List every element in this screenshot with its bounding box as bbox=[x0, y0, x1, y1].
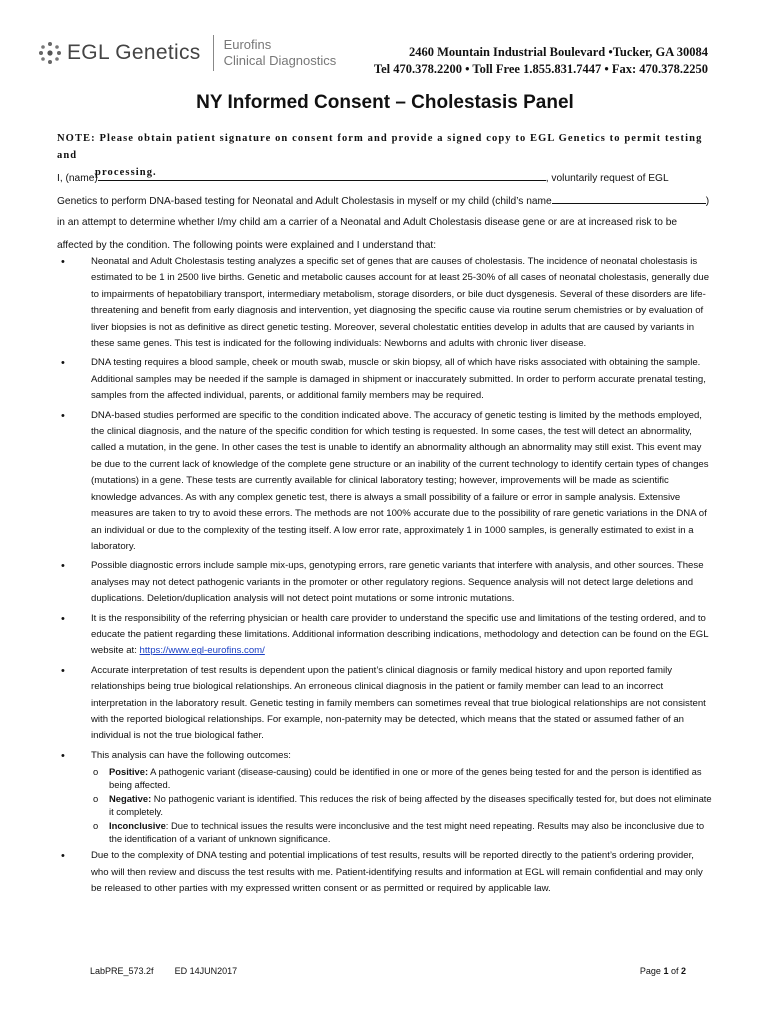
note-line-2: processing. bbox=[95, 167, 157, 178]
outcome-term: Positive: bbox=[109, 766, 149, 778]
outcome-text: : Due to technical issues the results were inconclusive and the test might need repeating. Results may also be inconclusive due to the identification of a variant of unknown significance. bbox=[109, 820, 705, 845]
list-item bbox=[57, 558, 712, 607]
partner-logo-text bbox=[224, 37, 337, 69]
bullet-icon: • bbox=[61, 560, 65, 573]
contact-block bbox=[374, 44, 708, 78]
list-item bbox=[57, 663, 712, 745]
consent-line-3: in an attempt to determine whether I/my child am a carrier of a Neonatal and Adult Cholestasis disease gene or are at increased risk to be bbox=[57, 217, 678, 228]
form-id: LabPRE_573.2f bbox=[90, 966, 154, 976]
list-item-text: Due to the complexity of DNA testing and potential implications of test results, results will be reported directly to the patient’s ordering provider, who will then review and discuss the test results with me. Patient-identifying results and information at EGL will remain confidential and may only be released to other parties with my expressed written consent or as permitted or required by applicable law. bbox=[91, 850, 703, 894]
consent-line-2-suffix: ) bbox=[705, 196, 710, 207]
explanation-list bbox=[57, 254, 712, 900]
page-number bbox=[640, 966, 686, 976]
page-current: 1 bbox=[663, 966, 669, 976]
address-line: 2460 Mountain Industrial Boulevard •Tucker, GA 30084 bbox=[409, 45, 708, 59]
outcome-term: Negative: bbox=[109, 793, 152, 805]
bullet-icon: • bbox=[61, 664, 65, 677]
list-item-text: Neonatal and Adult Cholestasis testing analyzes a specific set of genes that are causes of cholestasis. The incidence of neonatal cholestasis is estimated to be 1 in 2500 live births. Genetic and metabolic causes account for at least 25-30% of all cases of neonatal cholestasis, generally due to impairments of hepatobiliary transport, intermediary metabolism, storage disorders, or bile duct dysgenesis. Several of these disorders are life-threatening and benefit from early diagnosis and intervention, yet diagnosing the specific cause via routine serum chemistries or by evaluation of liver biopsies is not as definitive as direct genetic testing. Moreover, several cholestatic entities develop in adults that are caused by variants in these same genes. This test is indicated for the following individuals: Newborns and adults with chronic liver disease. bbox=[91, 256, 710, 350]
consent-line-2 bbox=[57, 193, 717, 209]
outcome-item bbox=[91, 819, 712, 845]
child-name-field[interactable] bbox=[552, 193, 706, 204]
list-item bbox=[57, 355, 712, 404]
egl-dots-logo-icon bbox=[38, 41, 62, 65]
list-item bbox=[57, 611, 712, 660]
list-item bbox=[57, 748, 712, 845]
page-of: of bbox=[668, 966, 681, 976]
logo-divider bbox=[213, 35, 214, 71]
list-item-text: Possible diagnostic errors include sample mix-ups, genotyping errors, rare genetic variants that interfere with analysis, and other sources. These analyses may not detect pathogenic variants in the promoter or other regulatory regions. Sequence analysis will not detect large deletions and duplications. Deletion/duplication analysis will not detect point mutations or some intronic mutations. bbox=[91, 560, 704, 605]
sub-bullet-icon: o bbox=[93, 820, 99, 832]
egl-logo bbox=[38, 33, 336, 73]
partner-line-1: Eurofins bbox=[223, 37, 272, 52]
consent-line-1 bbox=[57, 170, 717, 186]
list-item bbox=[57, 254, 712, 352]
outcome-item bbox=[91, 765, 712, 791]
footer-form-id bbox=[90, 966, 237, 976]
sub-bullet-icon: o bbox=[93, 793, 99, 805]
consent-line-1-suffix: , voluntarily request of EGL bbox=[545, 173, 669, 184]
phone-line: Tel 470.378.2200 • Toll Free 1.855.831.7447 • Fax: 470.378.2250 bbox=[373, 62, 708, 76]
list-item-text: It is the responsibility of the referring physician or health care provider to understand the specific use and limitations of the testing ordered, and to educate the patient regarding these limitations. Additional information describing indications, methodology and detection can be found on the EGL website at: bbox=[91, 612, 709, 657]
website-link[interactable]: https://www.egl-eurofins.com/ bbox=[139, 645, 265, 657]
list-item-text: DNA-based studies performed are specific to the condition indicated above. The accuracy of genetic testing is limited by the methods employed, the clinical diagnosis, and the nature of the specific condition for which testing is requested. In some cases, the test will detect an abnormality, called a mutation, in the gene. In other cases the test is unable to identify an abnormality although an abnormality may still exist. This event may be due to the current lack of knowledge of the complete gene structure or an inability of the current technology to identify certain types of changes (mutations) in a gene. These tests are currently available for clinical laboratory testing; however, improvements will be made as scientific knowledge advances. As with any complex genetic test, there is always a small possibility of a failure or error in sample analysis. Extensive measures are taken to try to avoid these errors. The methods are not 100% accurate due to the possibility of rare genetic variations in the DNA of an individual or due to the complexity of the testing itself. A low error rate, approximately 1 in 1000 samples, is generally estimated to exist in a laboratory. bbox=[91, 409, 709, 552]
list-item-text: Accurate interpretation of test results is dependent upon the patient’s clinical diagnosis or family medical history and upon reported family relationships being true biological relationships. An erroneous clinical diagnosis in the patient or family member can lead to an incorrect interpretation in the laboratory result. Genetic testing in family members can sometimes reveal that true biological relationships are not consistent with the reported biological relationships. For example, non-paternity may be detected, which means that the stated or assumed father of an individual is not the true biological father. bbox=[91, 664, 706, 742]
name-label: I, (name) bbox=[57, 173, 98, 184]
consent-line-4: affected by the condition. The following points were explained and I understand that: bbox=[57, 240, 437, 251]
partner-line-2: Clinical Diagnostics bbox=[223, 53, 337, 68]
bullet-icon: • bbox=[61, 256, 65, 268]
bullet-icon: • bbox=[61, 409, 65, 422]
outcome-text: No pathogenic variant is identified. This reduces the risk of being affected by the diseases specifically tested for, but does not eliminate it completely. bbox=[109, 793, 712, 818]
outcome-term: Inconclusive bbox=[109, 820, 166, 832]
page-total: 2 bbox=[680, 966, 686, 976]
outcome-text: A pathogenic variant (disease-causing) could be identified in one or more of the genes being tested for and the person is identified as being affected. bbox=[109, 766, 702, 791]
edition-date: ED 14JUN2017 bbox=[174, 966, 238, 976]
bullet-icon: • bbox=[61, 850, 65, 863]
page-title: NY Informed Consent – Cholestasis Panel bbox=[196, 92, 574, 113]
list-item-text: This analysis can have the following outcomes: bbox=[91, 749, 291, 761]
list-item-text: DNA testing requires a blood sample, cheek or mouth swab, muscle or skin biopsy, all of which have risks associated with obtaining the sample. Additional samples may be needed if the sample is damaged in shipment or inaccurately submitted. In order to perform accurate prenatal testing, samples from the affected individual, parents, or additional family members may be required. bbox=[91, 357, 706, 402]
outcome-item bbox=[91, 792, 712, 818]
bullet-icon: • bbox=[61, 357, 65, 370]
list-item bbox=[57, 848, 712, 897]
bullet-icon: • bbox=[61, 612, 65, 625]
bullet-icon: • bbox=[61, 749, 65, 762]
consent-line-2-text: Genetics to perform DNA-based testing for Neonatal and Adult Cholestasis in myself or my child (child’s name bbox=[57, 196, 552, 207]
note-line-1: NOTE: Please obtain patient signature on consent form and provide a signed copy to EGL Genetics to permit testing and bbox=[57, 133, 703, 161]
list-item bbox=[57, 408, 712, 556]
sub-bullet-icon: o bbox=[93, 766, 99, 778]
logo-text: EGL Genetics bbox=[67, 41, 201, 64]
page-prefix: Page bbox=[639, 966, 664, 976]
name-field[interactable] bbox=[98, 170, 546, 181]
